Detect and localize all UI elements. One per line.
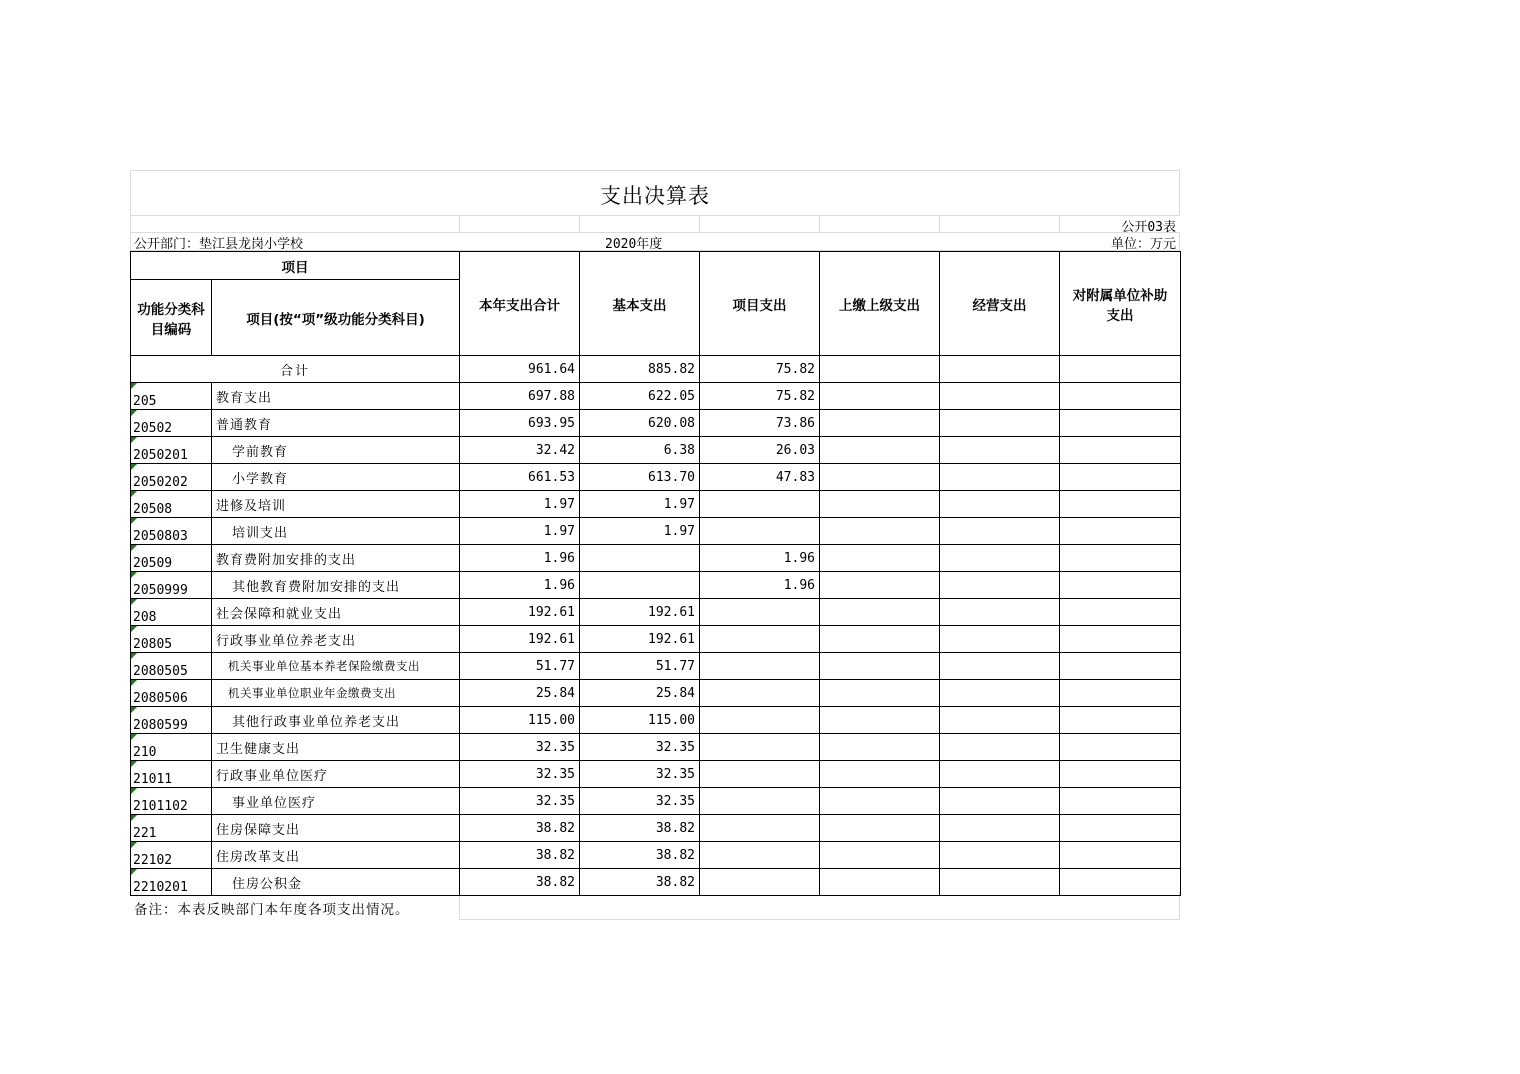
row-project [700, 626, 820, 653]
row-project [700, 599, 820, 626]
row-basic: 32.35 [580, 788, 700, 815]
row-total: 661.53 [460, 464, 580, 491]
row-business [940, 815, 1060, 842]
row-code: 221 [131, 815, 212, 842]
row-total: 38.82 [460, 869, 580, 896]
row-total: 693.95 [460, 410, 580, 437]
header-item: 项目 [131, 252, 460, 280]
header-business: 经营支出 [940, 252, 1060, 356]
row-project [700, 788, 820, 815]
row-project [700, 842, 820, 869]
row-code: 2080506 [131, 680, 212, 707]
row-name: 培训支出 [212, 518, 460, 545]
row-code: 20502 [131, 410, 212, 437]
expenditure-table [130, 251, 1181, 896]
row-upper [820, 761, 940, 788]
row-business [940, 518, 1060, 545]
row-subsidy [1060, 761, 1181, 788]
row-business [940, 734, 1060, 761]
grid-row-a5 [819, 215, 940, 233]
row-total: 32.35 [460, 734, 580, 761]
row-name: 事业单位医疗 [212, 788, 460, 815]
report-sheet [130, 170, 1180, 920]
row-name: 住房保障支出 [212, 815, 460, 842]
table-row [131, 545, 1181, 572]
table-row [131, 464, 1181, 491]
row-name: 机关事业单位基本养老保险缴费支出 [212, 653, 460, 680]
row-upper [820, 437, 940, 464]
row-subsidy [1060, 572, 1181, 599]
header-code: 功能分类科目编码 [131, 280, 212, 356]
row-total: 25.84 [460, 680, 580, 707]
row-upper [820, 869, 940, 896]
table-row [131, 680, 1181, 707]
row-business [940, 410, 1060, 437]
row-upper [820, 626, 940, 653]
table-row [131, 626, 1181, 653]
row-total: 32.42 [460, 437, 580, 464]
row-upper [820, 599, 940, 626]
row-project: 1.96 [700, 545, 820, 572]
row-project [700, 707, 820, 734]
fiscal-year: 2020年度 [605, 237, 663, 252]
row-business [940, 707, 1060, 734]
row-basic [580, 545, 700, 572]
grid-row-a6 [939, 215, 1060, 233]
row-upper [820, 842, 940, 869]
row-name: 社会保障和就业支出 [212, 599, 460, 626]
grid-row-note [459, 892, 1180, 920]
header-upper: 上缴上级支出 [820, 252, 940, 356]
row-business [940, 761, 1060, 788]
row-basic: 1.97 [580, 518, 700, 545]
row-upper [820, 491, 940, 518]
row-subsidy [1060, 518, 1181, 545]
row-name: 住房改革支出 [212, 842, 460, 869]
row-upper [820, 545, 940, 572]
row-total: 192.61 [460, 626, 580, 653]
row-code: 210 [131, 734, 212, 761]
row-name: 其他行政事业单位养老支出 [212, 707, 460, 734]
row-name: 小学教育 [212, 464, 460, 491]
row-code: 2210201 [131, 869, 212, 896]
row-project: 73.86 [700, 410, 820, 437]
row-basic: 32.35 [580, 761, 700, 788]
row-total: 115.00 [460, 707, 580, 734]
row-basic: 51.77 [580, 653, 700, 680]
row-subsidy [1060, 437, 1181, 464]
row-subsidy [1060, 599, 1181, 626]
page-title: 支出决算表 [600, 184, 710, 208]
row-subsidy [1060, 653, 1181, 680]
row-basic: 115.00 [580, 707, 700, 734]
row-name: 普通教育 [212, 410, 460, 437]
row-basic: 192.61 [580, 599, 700, 626]
row-business [940, 383, 1060, 410]
row-business [940, 626, 1060, 653]
row-code: 2080599 [131, 707, 212, 734]
row-basic: 6.38 [580, 437, 700, 464]
row-subsidy [1060, 626, 1181, 653]
row-code: 2050999 [131, 572, 212, 599]
table-number: 公开03表 [1121, 220, 1176, 235]
table-row [131, 572, 1181, 599]
header-name: 项目(按“项”级功能分类科目) [212, 280, 460, 356]
row-upper [820, 815, 940, 842]
header-basic: 基本支出 [580, 252, 700, 356]
row-business [940, 437, 1060, 464]
row-business [940, 680, 1060, 707]
header-total: 本年支出合计 [460, 252, 580, 356]
row-project [700, 815, 820, 842]
row-business [940, 869, 1060, 896]
row-upper [820, 410, 940, 437]
row-basic: 613.70 [580, 464, 700, 491]
row-total: 32.35 [460, 761, 580, 788]
table-row [131, 653, 1181, 680]
row-upper [820, 653, 940, 680]
row-total: 38.82 [460, 815, 580, 842]
total-project: 75.82 [700, 356, 820, 383]
header-project: 项目支出 [700, 252, 820, 356]
total-label: 合计 [131, 356, 460, 383]
footnote: 备注：本表反映部门本年度各项支出情况。 [134, 902, 410, 918]
row-total: 697.88 [460, 383, 580, 410]
row-subsidy [1060, 545, 1181, 572]
table-row [131, 734, 1181, 761]
row-subsidy [1060, 707, 1181, 734]
row-code: 20509 [131, 545, 212, 572]
total-amount: 961.64 [460, 356, 580, 383]
total-basic: 885.82 [580, 356, 700, 383]
row-project: 47.83 [700, 464, 820, 491]
row-total: 32.35 [460, 788, 580, 815]
row-code: 22102 [131, 842, 212, 869]
table-row [131, 599, 1181, 626]
row-code: 2080505 [131, 653, 212, 680]
department-label: 公开部门：垫江县龙岗小学校 [134, 237, 304, 252]
grid-row-a2 [459, 215, 580, 233]
table-row [131, 761, 1181, 788]
row-subsidy [1060, 842, 1181, 869]
table-row [131, 410, 1181, 437]
total-subsidy [1060, 356, 1181, 383]
grid-row-a4 [699, 215, 820, 233]
row-code: 21011 [131, 761, 212, 788]
unit-label: 单位：万元 [1110, 237, 1176, 252]
row-total: 192.61 [460, 599, 580, 626]
row-total: 1.97 [460, 518, 580, 545]
row-business [940, 653, 1060, 680]
row-code: 2101102 [131, 788, 212, 815]
row-subsidy [1060, 383, 1181, 410]
row-name: 住房公积金 [212, 869, 460, 896]
table-row [131, 842, 1181, 869]
table-row [131, 815, 1181, 842]
row-total: 51.77 [460, 653, 580, 680]
row-project [700, 518, 820, 545]
row-project [700, 680, 820, 707]
row-project [700, 491, 820, 518]
table-row [131, 518, 1181, 545]
row-basic: 32.35 [580, 734, 700, 761]
row-name: 卫生健康支出 [212, 734, 460, 761]
row-project [700, 761, 820, 788]
row-basic: 620.08 [580, 410, 700, 437]
row-upper [820, 383, 940, 410]
row-code: 20805 [131, 626, 212, 653]
row-project: 1.96 [700, 572, 820, 599]
row-business [940, 842, 1060, 869]
row-basic: 38.82 [580, 869, 700, 896]
row-upper [820, 464, 940, 491]
row-basic [580, 572, 700, 599]
row-code: 2050803 [131, 518, 212, 545]
row-upper [820, 518, 940, 545]
row-basic: 38.82 [580, 842, 700, 869]
row-code: 2050202 [131, 464, 212, 491]
table-row [131, 707, 1181, 734]
row-subsidy [1060, 815, 1181, 842]
row-name: 机关事业单位职业年金缴费支出 [212, 680, 460, 707]
row-subsidy [1060, 491, 1181, 518]
row-name: 教育费附加安排的支出 [212, 545, 460, 572]
row-project [700, 734, 820, 761]
row-upper [820, 734, 940, 761]
row-name: 其他教育费附加安排的支出 [212, 572, 460, 599]
grid-row-a3 [579, 215, 700, 233]
row-name: 学前教育 [212, 437, 460, 464]
row-total: 1.96 [460, 545, 580, 572]
row-total: 1.96 [460, 572, 580, 599]
row-upper [820, 680, 940, 707]
row-total: 1.97 [460, 491, 580, 518]
row-basic: 622.05 [580, 383, 700, 410]
row-subsidy [1060, 734, 1181, 761]
row-project [700, 869, 820, 896]
total-row [131, 356, 1181, 383]
row-business [940, 545, 1060, 572]
row-upper [820, 788, 940, 815]
table-row [131, 788, 1181, 815]
row-subsidy [1060, 464, 1181, 491]
row-total: 38.82 [460, 842, 580, 869]
table-row [131, 491, 1181, 518]
row-code: 20508 [131, 491, 212, 518]
row-code: 205 [131, 383, 212, 410]
row-subsidy [1060, 680, 1181, 707]
row-basic: 192.61 [580, 626, 700, 653]
row-basic: 1.97 [580, 491, 700, 518]
row-business [940, 599, 1060, 626]
header-subsidy: 对附属单位补助支出 [1060, 252, 1181, 356]
table-row [131, 437, 1181, 464]
row-upper [820, 707, 940, 734]
row-project: 75.82 [700, 383, 820, 410]
table-row [131, 383, 1181, 410]
row-business [940, 464, 1060, 491]
total-upper [820, 356, 940, 383]
row-business [940, 788, 1060, 815]
row-code: 2050201 [131, 437, 212, 464]
row-subsidy [1060, 788, 1181, 815]
row-project [700, 653, 820, 680]
row-upper [820, 572, 940, 599]
row-name: 行政事业单位医疗 [212, 761, 460, 788]
total-business [940, 356, 1060, 383]
grid-row-a [130, 215, 460, 233]
table-row [131, 869, 1181, 896]
row-name: 行政事业单位养老支出 [212, 626, 460, 653]
row-name: 教育支出 [212, 383, 460, 410]
row-basic: 25.84 [580, 680, 700, 707]
row-basic: 38.82 [580, 815, 700, 842]
row-business [940, 491, 1060, 518]
row-code: 208 [131, 599, 212, 626]
row-name: 进修及培训 [212, 491, 460, 518]
row-business [940, 572, 1060, 599]
row-subsidy [1060, 410, 1181, 437]
row-subsidy [1060, 869, 1181, 896]
row-project: 26.03 [700, 437, 820, 464]
